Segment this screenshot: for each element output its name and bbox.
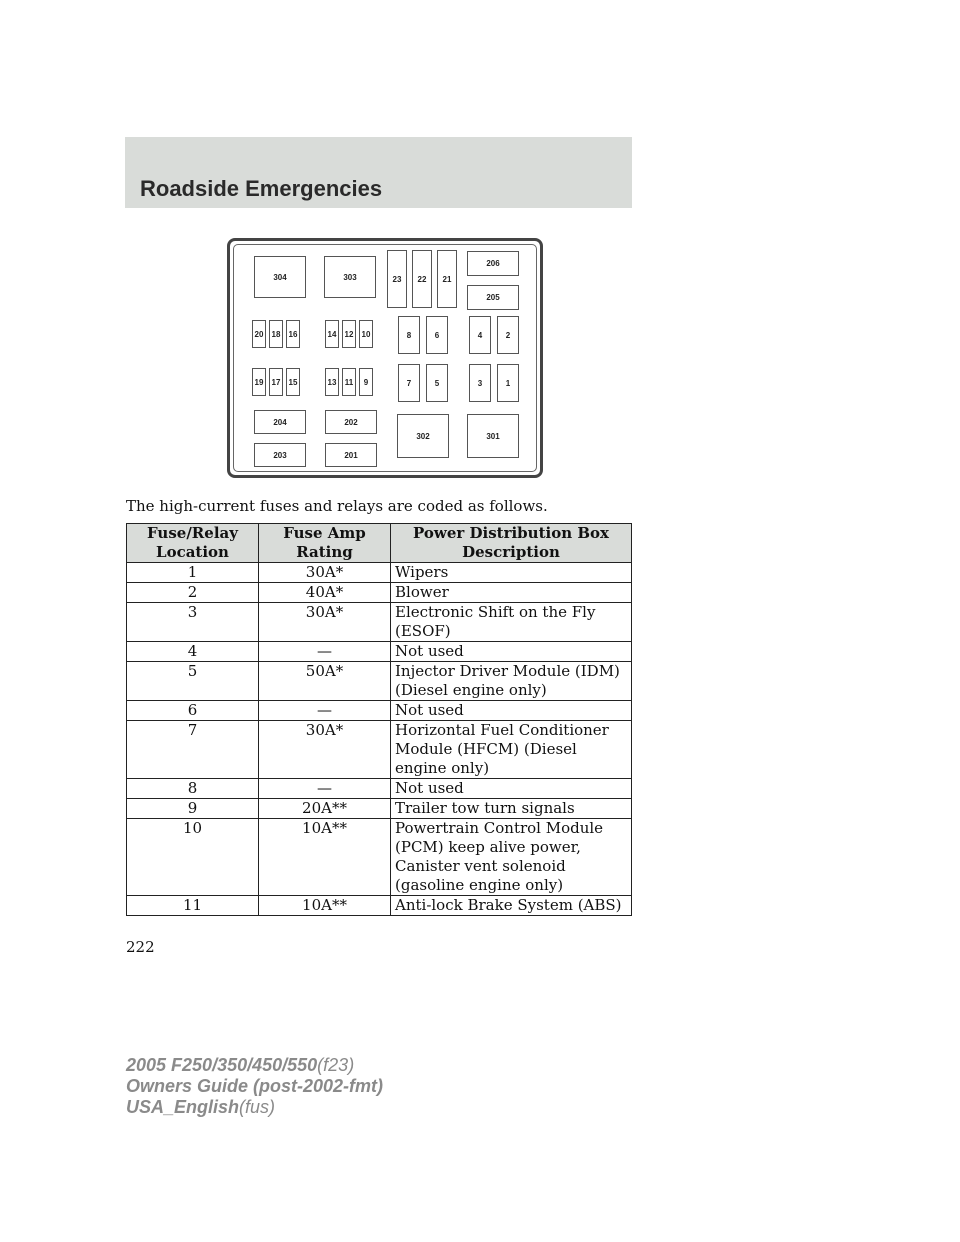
- fuse-10: 10: [359, 320, 373, 348]
- header-description: Power Distribution Box Description: [391, 524, 632, 563]
- fuse-23: 23: [387, 250, 407, 308]
- cell-rating: —: [259, 701, 391, 721]
- table-row: [127, 642, 632, 662]
- cell-location: 7: [127, 721, 259, 779]
- cell-location: 2: [127, 583, 259, 603]
- footer-line-3: [126, 1097, 383, 1118]
- fuse-20: 20: [252, 320, 266, 348]
- relay-301: 301: [467, 414, 519, 458]
- cell-rating: 30A*: [259, 603, 391, 642]
- table-row: [127, 603, 632, 642]
- fuse-16: 16: [286, 320, 300, 348]
- cell-location: 1: [127, 563, 259, 583]
- cell-description: Electronic Shift on the Fly (ESOF): [391, 603, 632, 642]
- fuse-2: 2: [497, 316, 519, 354]
- table-row: [127, 662, 632, 701]
- table-row: [127, 563, 632, 583]
- cell-description: Injector Driver Module (IDM) (Diesel engine only): [391, 662, 632, 701]
- fuse-1: 1: [497, 364, 519, 402]
- table-row: [127, 583, 632, 603]
- fuse-22: 22: [412, 250, 432, 308]
- cell-description: Powertrain Control Module (PCM) keep alive power, Canister vent solenoid (gasoline engine only): [391, 819, 632, 896]
- cell-rating: 40A*: [259, 583, 391, 603]
- fuse-3: 3: [469, 364, 491, 402]
- fuse-21: 21: [437, 250, 457, 308]
- cell-rating: 30A*: [259, 721, 391, 779]
- cell-location: 3: [127, 603, 259, 642]
- cell-description: Not used: [391, 701, 632, 721]
- table-header-row: [127, 524, 632, 563]
- cell-description: Trailer tow turn signals: [391, 799, 632, 819]
- fuse-5: 5: [426, 364, 448, 402]
- footer-guide: Owners Guide (post-2002-fmt): [126, 1076, 384, 1096]
- fuse-206: 206: [467, 251, 519, 276]
- cell-description: Wipers: [391, 563, 632, 583]
- page-number: 222: [126, 938, 155, 956]
- fuse-table: [126, 523, 632, 916]
- footer-model-code: (f23): [317, 1055, 355, 1075]
- fuse-15: 15: [286, 368, 300, 396]
- header-rating: Fuse Amp Rating: [259, 524, 391, 563]
- cell-location: 4: [127, 642, 259, 662]
- fuse-12: 12: [342, 320, 356, 348]
- relay-302: 302: [397, 414, 449, 458]
- cell-location: 10: [127, 819, 259, 896]
- fuse-18: 18: [269, 320, 283, 348]
- cell-rating: —: [259, 642, 391, 662]
- footer-line-1: [126, 1055, 383, 1076]
- cell-rating: 50A*: [259, 662, 391, 701]
- footer-model: 2005 F250/350/450/550: [126, 1055, 318, 1075]
- table-row: [127, 819, 632, 896]
- cell-description: Blower: [391, 583, 632, 603]
- cell-location: 8: [127, 779, 259, 799]
- table-row: [127, 799, 632, 819]
- cell-rating: 10A**: [259, 819, 391, 896]
- fuse-6: 6: [426, 316, 448, 354]
- cell-location: 5: [127, 662, 259, 701]
- fuse-201: 201: [325, 443, 377, 467]
- relay-304: 304: [254, 256, 306, 298]
- fuse-7: 7: [398, 364, 420, 402]
- cell-rating: —: [259, 779, 391, 799]
- footer-language-code: (fus): [239, 1097, 276, 1117]
- footer-line-2: [126, 1076, 383, 1097]
- table-row: [127, 701, 632, 721]
- fuse-19: 19: [252, 368, 266, 396]
- fuse-13: 13: [325, 368, 339, 396]
- fuse-205: 205: [467, 285, 519, 310]
- footer: [126, 1055, 383, 1118]
- fuse-8: 8: [398, 316, 420, 354]
- footer-language: USA_English: [126, 1097, 240, 1117]
- fuse-204: 204: [254, 410, 306, 434]
- cell-location: 9: [127, 799, 259, 819]
- cell-description: Not used: [391, 779, 632, 799]
- section-title: Roadside Emergencies: [140, 176, 383, 201]
- header-location: Fuse/Relay Location: [127, 524, 259, 563]
- cell-description: Anti-lock Brake System (ABS): [391, 896, 632, 916]
- intro-text: The high-current fuses and relays are coded as follows.: [126, 497, 548, 515]
- table-row: [127, 779, 632, 799]
- fuse-17: 17: [269, 368, 283, 396]
- relay-303: 303: [324, 256, 376, 298]
- fuse-14: 14: [325, 320, 339, 348]
- table-row: [127, 896, 632, 916]
- fuse-203: 203: [254, 443, 306, 467]
- cell-rating: 10A**: [259, 896, 391, 916]
- cell-rating: 20A**: [259, 799, 391, 819]
- cell-location: 11: [127, 896, 259, 916]
- cell-description: Horizontal Fuel Conditioner Module (HFCM) (Diesel engine only): [391, 721, 632, 779]
- fuse-9: 9: [359, 368, 373, 396]
- fuse-202: 202: [325, 410, 377, 434]
- cell-rating: 30A*: [259, 563, 391, 583]
- fuse-4: 4: [469, 316, 491, 354]
- table-row: [127, 721, 632, 779]
- cell-location: 6: [127, 701, 259, 721]
- fuse-11: 11: [342, 368, 356, 396]
- cell-description: Not used: [391, 642, 632, 662]
